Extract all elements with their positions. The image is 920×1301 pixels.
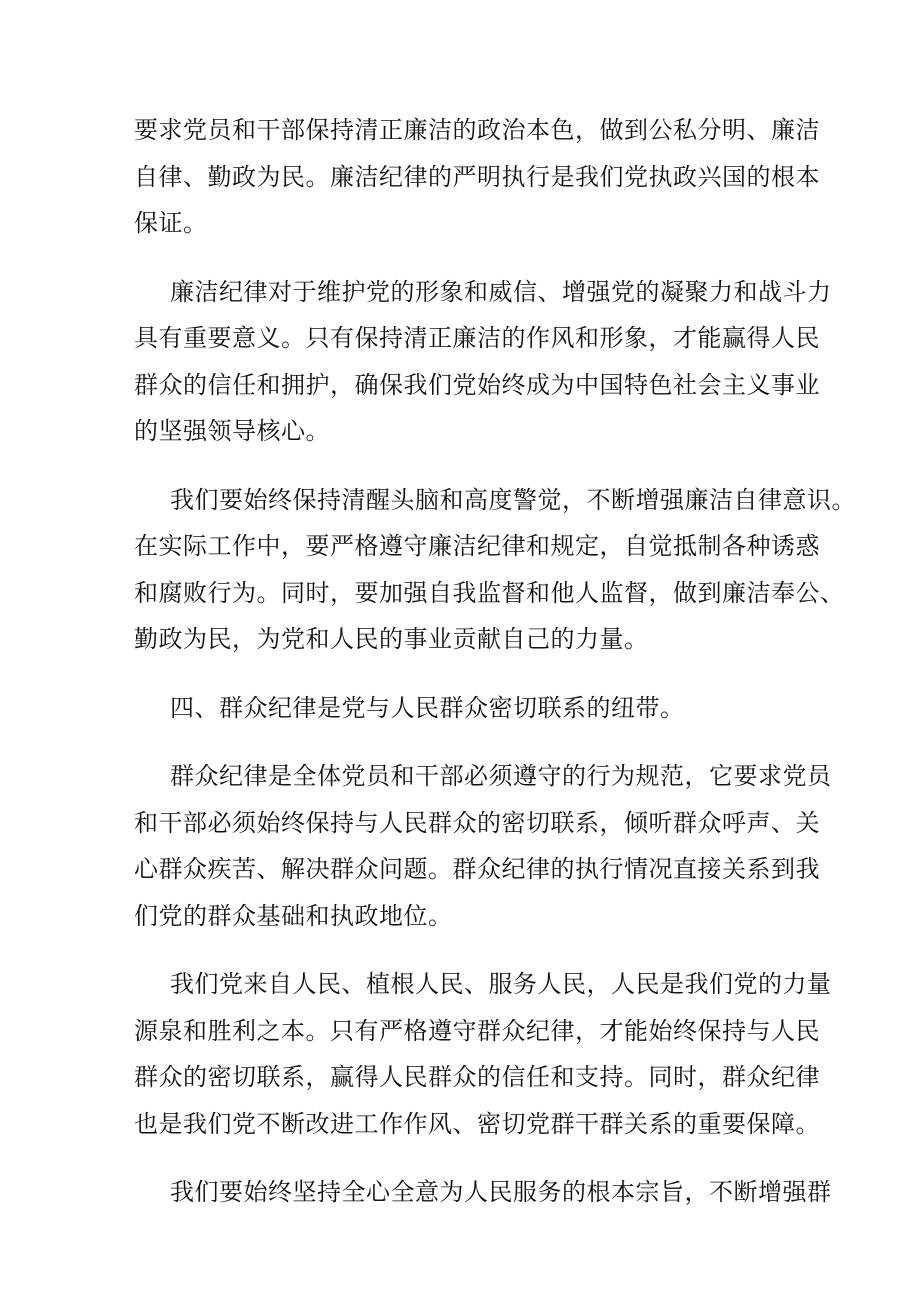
paragraph-7 bbox=[134, 1169, 832, 1216]
section-heading bbox=[134, 685, 794, 732]
text-line: 我们要始终保持清醒头脑和高度警觉，不断增强廉洁自律意识。 bbox=[170, 485, 856, 514]
paragraph-3 bbox=[134, 477, 856, 663]
text-line: 要求党员和干部保持清正廉洁的政治本色，做到公私分明、廉洁 bbox=[134, 116, 820, 144]
text-line: 也是我们党不断改进工作作风、密切党群干群关系的重要保障。 bbox=[134, 1109, 820, 1138]
text-line: 廉洁纪律对于维护党的形象和威信、增强党的凝聚力和战斗力 bbox=[170, 277, 832, 306]
text-line: 勤政为民，为党和人民的事业贡献自己的力量。 bbox=[134, 625, 649, 653]
text-line: 源泉和胜利之本。只有严格遵守群众纪律，才能始终保持与人民 bbox=[134, 1016, 820, 1045]
text-line: 在实际工作中，要严格遵守廉洁纪律和规定，自觉抵制各种诱惑 bbox=[134, 532, 820, 560]
text-line: 具有重要意义。只有保持清正廉洁的作风和形象，才能赢得人民 bbox=[134, 324, 820, 352]
text-line: 和干部必须始终保持与人民群众的密切联系，倾听群众呼声、关 bbox=[134, 808, 820, 837]
document-body bbox=[134, 107, 856, 1238]
text-line: 我们党来自人民、植根人民、服务人民，人民是我们党的力量 bbox=[170, 970, 832, 998]
paragraph-1 bbox=[134, 107, 820, 247]
text-line: 我们要始终坚持全心全意为人民服务的根本宗旨，不断增强群 bbox=[170, 1178, 832, 1206]
text-line: 心群众疾苦、解决群众问题。群众纪律的执行情况直接关系到我 bbox=[134, 855, 820, 883]
text-line: 群众纪律是全体党员和干部必须遵守的行为规范，它要求党员 bbox=[170, 762, 832, 790]
paragraph-6 bbox=[134, 961, 832, 1147]
text-line: 群众的密切联系，赢得人民群众的信任和支持。同时，群众纪律 bbox=[134, 1063, 820, 1091]
text-line: 们党的群众基础和执政地位。 bbox=[134, 901, 453, 930]
text-line: 的坚强领导核心。 bbox=[134, 417, 330, 445]
paragraph-2 bbox=[134, 269, 832, 455]
text-line: 群众的信任和拥护，确保我们党始终成为中国特色社会主义事业 bbox=[134, 370, 820, 399]
paragraph-5 bbox=[134, 753, 832, 939]
text-line: 和腐败行为。同时，要加强自我监督和他人监督，做到廉洁奉公、 bbox=[134, 578, 845, 607]
text-line: 保证。 bbox=[134, 209, 208, 237]
text-line: 自律、勤政为民。廉洁纪律的严明执行是我们党执政兴国的根本 bbox=[134, 162, 820, 191]
text-line: 四、群众纪律是党与人民群众密切联系的纽带。 bbox=[170, 693, 685, 722]
